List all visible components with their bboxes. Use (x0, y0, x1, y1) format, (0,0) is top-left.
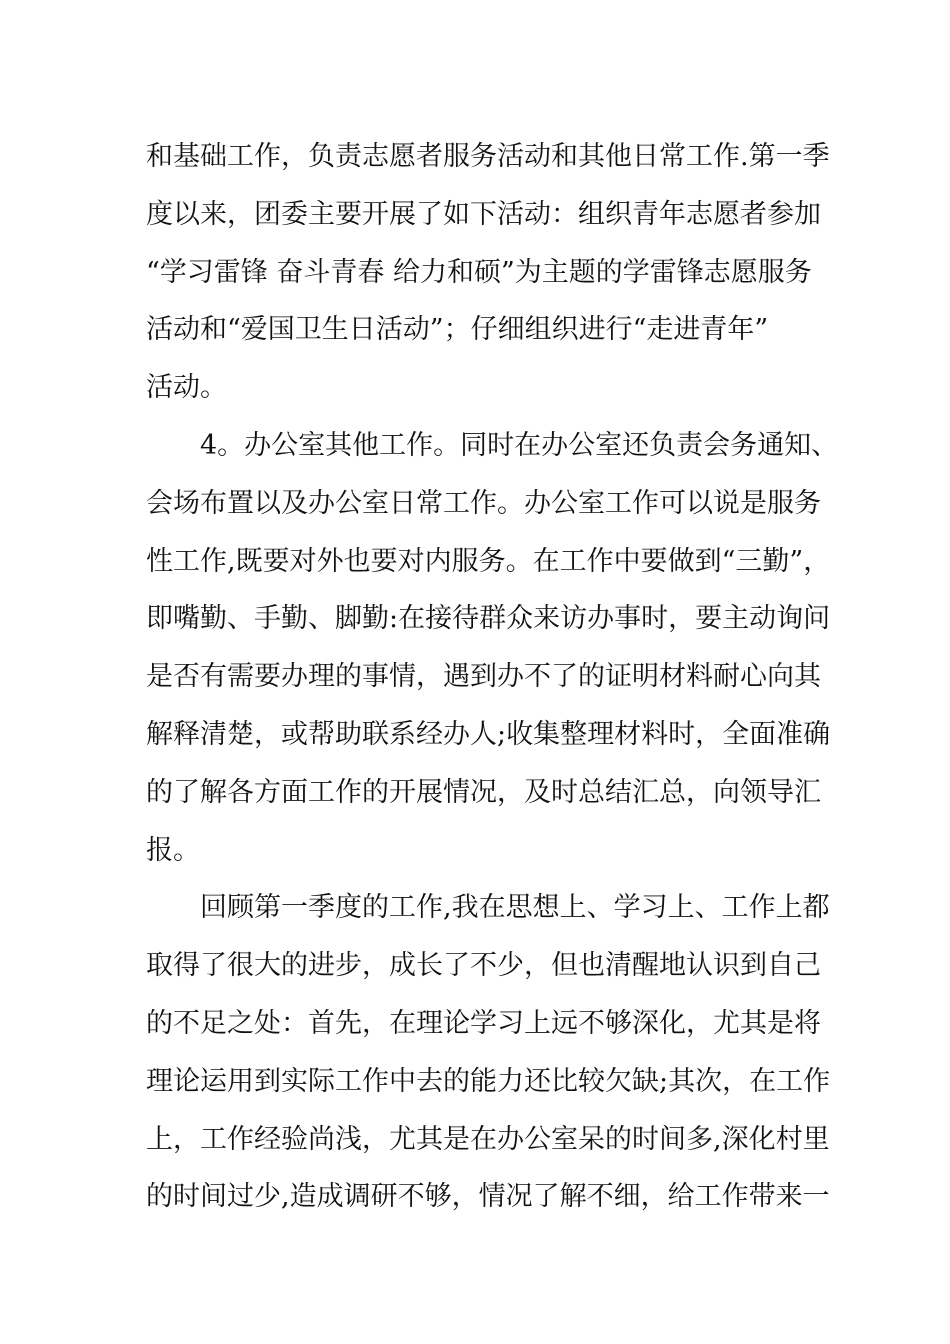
paragraph-office-work (146, 417, 839, 879)
text-line: 的时间过少,造成调研不够，情况了解不细，给工作带来一 (146, 1181, 830, 1213)
text-line: 理论运用到实际工作中去的能力还比较欠缺;其次，在工作 (146, 1065, 831, 1097)
text-line: 活动和“爱国卫生日活动”；仔细组织进行“走进青年” (146, 314, 769, 346)
text-line: 即嘴勤、手勤、脚勤:在接待群众来访办事时，要主动询问 (146, 603, 831, 635)
text-line: 和基础工作，负责志愿者服务活动和其他日常工作.第一季 (146, 141, 830, 172)
text-line: 是否有需要办理的事情，遇到办不了的证明材料耐心向其 (146, 661, 821, 693)
text-line: 取得了很大的进步，成长了不少，但也清醒地认识到自己 (146, 950, 821, 982)
text-line: “学习雷锋 奋斗青春 给力和硕”为主题的学雷锋志愿服务 (146, 256, 812, 288)
paragraph-volunteer-activities (146, 128, 830, 417)
text-line: 会场布置以及办公室日常工作。办公室工作可以说是服务 (146, 487, 821, 519)
text-line: 度以来，团委主要开展了如下活动：组织青年志愿者参加 (146, 198, 821, 230)
text-line: 上，工作经验尚浅，尤其是在办公室呆的时间多,深化村里 (146, 1123, 830, 1155)
text-line: 回顾第一季度的工作,我在思想上、学习上、工作上都 (200, 892, 830, 924)
text-line: 性工作,既要对外也要对内服务。在工作中要做到“三勤”， (146, 545, 831, 577)
text-line: 报。 (146, 834, 200, 866)
text-line: 4。办公室其他工作。同时在办公室还负责会务通知、 (200, 429, 839, 461)
text-line: 的了解各方面工作的开展情况，及时总结汇总，向领导汇 (146, 776, 821, 808)
text-line: 的不足之处：首先，在理论学习上远不够深化，尤其是将 (146, 1007, 821, 1039)
text-line: 解释清楚，或帮助联系经办人;收集整理材料时，全面准确 (146, 718, 831, 750)
document-body (146, 128, 839, 1226)
text-line: 活动。 (146, 372, 227, 404)
paragraph-review (146, 879, 831, 1226)
